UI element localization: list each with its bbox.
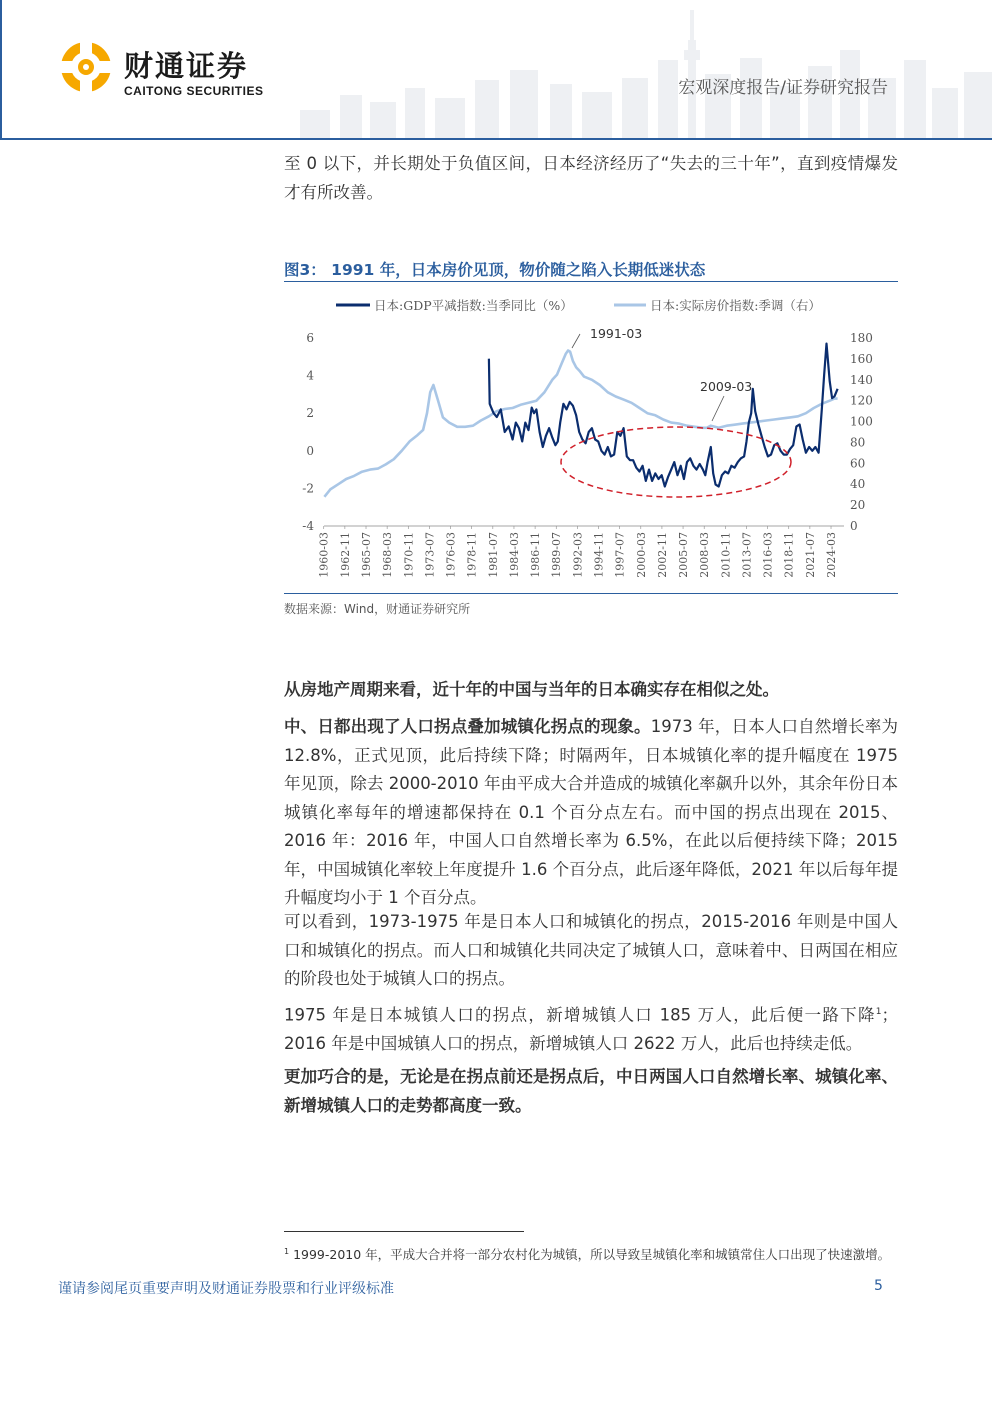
caitong-logo-icon: [58, 38, 114, 96]
left-tick-label: -2: [302, 481, 314, 496]
x-tick-label: 1997-07: [613, 532, 627, 578]
x-axis: [318, 526, 838, 578]
right-tick-label: 40: [850, 477, 866, 492]
chart-annotations: [572, 326, 752, 421]
footnote-mark: 1: [284, 1247, 290, 1256]
x-tick-label: 1965-07: [360, 532, 374, 578]
x-tick-label: 2016-03: [761, 532, 775, 578]
right-tick-label: 80: [850, 435, 866, 450]
x-tick-label: 1986-11: [529, 532, 543, 578]
paragraph-2-lead: 中、日都出现了人口拐点叠加城镇化拐点的现象。: [284, 717, 651, 736]
x-tick-label: 1992-03: [571, 532, 585, 578]
paragraph-3: [284, 908, 898, 994]
paragraph-3-text: 可以看到，1973-1975 年是日本人口和城镇化的拐点，2015-2016 年则是中国人口和城镇化的拐点。而人口和城镇化共同决定了城镇人口，意味着中、日两国在相应的阶段也处于城镇人口的拐点。: [284, 912, 898, 988]
x-tick-label: 2005-07: [677, 532, 691, 578]
paragraph-5: [284, 1063, 898, 1120]
right-tick-label: 0: [850, 519, 858, 533]
x-tick-label: 1989-07: [550, 532, 564, 578]
x-tick-label: 2018-11: [782, 532, 796, 578]
chart-series: [324, 344, 837, 497]
right-tick-label: 100: [850, 414, 873, 429]
right-tick-label: 120: [850, 393, 873, 408]
report-type: 宏观深度报告/证券研究报告: [678, 78, 888, 98]
x-tick-label: 1978-11: [465, 532, 479, 578]
x-tick-label: 1976-03: [444, 532, 458, 578]
paragraph-5-lead: 更加巧合的是，无论是在拐点前还是拐点后，中日两国人口自然增长率、城镇化率、新增城镇人口的走势都高度一致。: [284, 1067, 898, 1115]
intro-paragraph: 至 0 以下，并长期处于负值区间，日本经济经历了“失去的三十年”，直到疫情爆发才有所改善。: [284, 154, 898, 202]
footnote-ref[interactable]: 1: [875, 1007, 882, 1017]
x-tick-label: 2008-03: [698, 532, 712, 578]
figure-source: 数据来源：Wind，财通证券研究所: [284, 602, 471, 616]
line-chart: [284, 284, 898, 594]
right-tick-label: 20: [850, 498, 866, 513]
skyline-illustration: [300, 0, 992, 138]
footnote: [284, 1242, 898, 1264]
left-tick-label: 6: [306, 331, 314, 345]
x-tick-label: 2013-07: [740, 532, 754, 578]
paragraph-4-text-a: 1975 年是日本城镇人口的拐点，新增城镇人口 185 万人，此后便一路下降: [284, 1005, 876, 1025]
x-tick-label: 2000-03: [634, 532, 648, 578]
legend-label-gdp: 日本:GDP平减指数:当季同比（%）: [374, 298, 573, 313]
right-tick-label: 140: [850, 372, 873, 387]
x-tick-label: 1973-07: [423, 532, 437, 578]
x-tick-label: 2024-03: [825, 532, 839, 578]
paragraph-4: [284, 998, 898, 1059]
annotation-leader-2009: [712, 396, 724, 421]
right-tick-label: 160: [850, 351, 873, 366]
right-tick-label: 60: [850, 456, 866, 471]
logo-text-cn: 财通证券: [124, 49, 249, 83]
paragraph-4-text-b: ；2016 年是中国城镇人口的拐点，新增城镇人口 2622 万人，此后也持续走低。: [284, 1005, 898, 1053]
annotation-leader-1991: [572, 334, 580, 348]
right-tick-label: 180: [850, 331, 873, 345]
x-tick-label: 1994-11: [592, 532, 606, 578]
chart-legend: [336, 298, 821, 313]
left-tick-label: 2: [306, 406, 314, 421]
x-tick-label: 1960-03: [317, 532, 331, 578]
legend-label-house: 日本:实际房价指数:季调（右）: [650, 298, 821, 313]
x-tick-label: 2010-11: [719, 532, 733, 578]
paragraph-2: [284, 713, 898, 913]
x-tick-label: 1970-11: [402, 532, 416, 578]
page-header: [0, 0, 992, 140]
figure-title: 图3： 1991 年，日本房价见顶，物价随之陷入长期低迷状态: [284, 261, 706, 279]
left-tick-label: 0: [306, 443, 314, 458]
annotation-1991: 1991-03: [590, 326, 643, 341]
logo-text-en: CAITONG SECURITIES: [124, 84, 264, 98]
figure-bottom-rule: [284, 593, 898, 594]
paragraph-1: [284, 676, 898, 705]
left-tick-label: -4: [302, 519, 314, 533]
x-tick-label: 2021-07: [803, 532, 817, 578]
figure-top-rule: [284, 281, 898, 282]
annotation-2009: 2009-03: [700, 379, 753, 394]
x-tick-label: 1962-11: [338, 532, 352, 578]
header-divider: [0, 138, 992, 140]
left-axis: [302, 331, 314, 533]
left-edge-line: [0, 0, 2, 140]
x-tick-label: 1984-03: [507, 532, 521, 578]
paragraph-2-text: 1973 年，日本人口自然增长率为 12.8%，正式见顶，此后持续下降；时隔两年，日本城镇化率的提升幅度在 1975 年见顶，除去 2000-2010 年由平成大合并造成的城镇化率飙升以外，其余年份日本城镇化率每年的增速都保持在 0.1 个百分点左右。而中国的拐点出现在 2015、2016 年：2016 年，中国人口自然增长率为 6.5%，在此以后便持续下降；2015 年，中国城镇化率较上年度提升 1.6 个百分点，此后逐年降低，2021 年以后每年提升幅度均小于 1 个百分点。: [284, 717, 898, 907]
x-tick-label: 1981-07: [486, 532, 500, 578]
right-axis: [850, 331, 873, 533]
series-line-house-price: [324, 351, 837, 497]
paragraph-1-lead: 从房地产周期来看，近十年的中国与当年的日本确实存在相似之处。: [284, 680, 779, 699]
footer-disclaimer[interactable]: 谨请参阅尾页重要声明及财通证券股票和行业评级标准: [58, 1281, 394, 1297]
footnote-text: 1999-2010 年，平成大合并将一部分农村化为城镇，所以导致呈城镇化率和城镇常住人口出现了快速激增。: [289, 1247, 891, 1263]
footnote-divider: [284, 1231, 524, 1232]
series-line-gdp-deflator: [489, 344, 838, 487]
left-tick-label: 4: [306, 368, 314, 383]
x-tick-label: 1968-03: [381, 532, 395, 578]
x-tick-label: 2002-11: [655, 532, 669, 578]
page-number: 5: [874, 1278, 883, 1294]
